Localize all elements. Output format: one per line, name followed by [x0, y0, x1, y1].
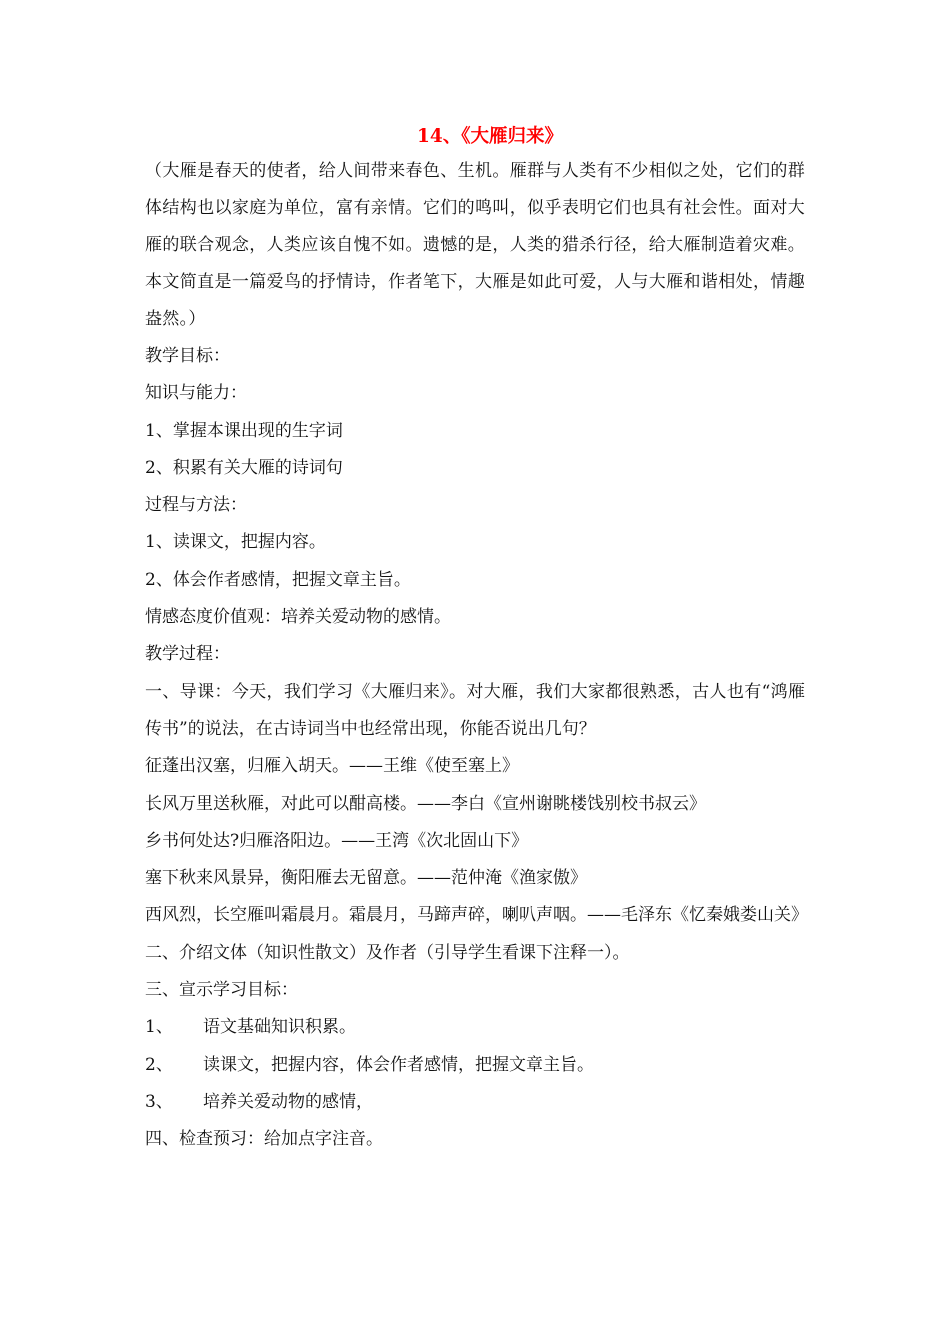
knowledge-item: 1、掌握本课出现的生字词 — [145, 420, 343, 441]
poem-line: 西风烈，长空雁叫霜晨月。霜晨月，马蹄声碎，喇叭声咽。——毛泽东《忆秦娥娄山关》 — [145, 905, 808, 926]
goal-item-text: 培养关爱动物的感情， — [203, 1091, 373, 1112]
knowledge-heading: 知识与能力： — [145, 383, 247, 404]
poem-line: 征蓬出汉塞，归雁入胡天。——王维《使至塞上》 — [145, 756, 519, 777]
teaching-heading: 教学过程： — [145, 644, 230, 665]
goal-item-text: 语文基础知识积累。 — [203, 1017, 356, 1038]
process-item: 2、体会作者感情，把握文章主旨。 — [145, 569, 411, 590]
step-two: 二、介绍文体（知识性散文）及作者（引导学生看课下注释一）。 — [145, 942, 630, 963]
goal-item — [145, 1047, 805, 1084]
goal-item — [145, 1009, 805, 1046]
intro-step: 一、导课：今天，我们学习《大雁归来》。对大雁，我们大家都很熟悉，古人也有“鸿雁传书”的说法，在古诗词当中也经常出现，你能否说出几句？ — [145, 681, 805, 739]
emotion-goal: 情感态度价值观：培养关爱动物的感情。 — [145, 607, 451, 628]
step-four: 四、检查预习：给加点字注音。 — [145, 1129, 383, 1150]
poem-line: 长风万里送秋雁，对此可以酣高楼。——李白《宣州谢眺楼饯别校书叔云》 — [145, 793, 706, 814]
goal-item-number: 3、 — [145, 1091, 173, 1112]
poem-line: 塞下秋来风景异，衡阳雁去无留意。——范仲淹《渔家傲》 — [145, 868, 587, 889]
goal-item-number: 2、 — [145, 1054, 173, 1075]
step-three: 三、宣示学习目标： — [145, 980, 298, 1001]
intro-paragraph: （大雁是春天的使者，给人间带来春色、生机。雁群与人类有不少相似之处，它们的群体结构也以家庭为单位，富有亲情。它们的鸣叫，似乎表明它们也具有社会性。面对大雁的联合观念，人类应该自愧不如。遗憾的是，人类的猎杀行径，给大雁制造着灾难。本文简直是一篇爱鸟的抒情诗，作者笔下，大雁是如此可爱，人与大雁和谐相处，情趣盎然。） — [145, 161, 805, 329]
process-item: 1、读课文，把握内容。 — [145, 532, 326, 553]
goals-heading: 教学目标： — [145, 346, 230, 366]
goal-item-number: 1、 — [145, 1017, 173, 1038]
process-heading: 过程与方法： — [145, 495, 247, 516]
goal-item — [145, 1084, 805, 1121]
poem-line: 乡书何处达?归雁洛阳边。——王湾《次北固山下》 — [145, 830, 529, 851]
document-title: 14、《大雁归来》 — [417, 126, 563, 147]
goal-item-text: 读课文，把握内容，体会作者感情，把握文章主旨。 — [203, 1054, 594, 1075]
document-body — [145, 121, 808, 1159]
knowledge-item: 2、积累有关大雁的诗词句 — [145, 457, 343, 478]
